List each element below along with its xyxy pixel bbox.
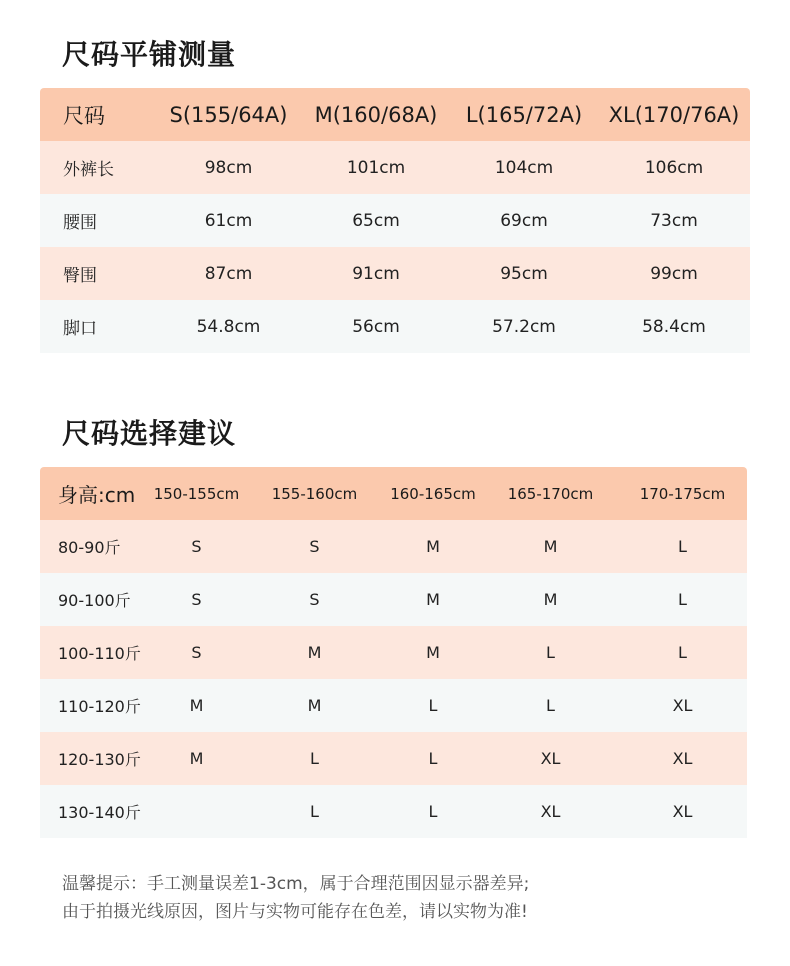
header-cell: 155-160cm	[271, 484, 358, 503]
table-cell: 65cm	[352, 210, 400, 231]
table-cell: M	[426, 643, 440, 662]
table-cell: XL	[672, 696, 693, 715]
header-cell: 尺码	[63, 103, 105, 128]
table-cell: 58.4cm	[642, 316, 706, 337]
measurement-table	[40, 88, 750, 353]
table-cell: 69cm	[500, 210, 548, 231]
header-cell: XL(170/76A)	[608, 102, 740, 127]
header-cell: 150-155cm	[153, 484, 240, 503]
size-advice-table	[40, 467, 747, 838]
table-cell: M	[543, 590, 558, 609]
header-cell: M(160/68A)	[314, 102, 438, 127]
row-label: 臀围	[63, 266, 97, 286]
row-label: 120-130斤	[58, 750, 141, 769]
table-row	[40, 300, 750, 353]
table-row	[40, 785, 747, 838]
advice-section-title: 尺码选择建议	[62, 417, 237, 450]
table-row	[40, 194, 750, 247]
table-row	[40, 626, 747, 679]
table-cell: L	[678, 537, 687, 556]
table-cell: L	[428, 802, 438, 821]
table-cell: 95cm	[500, 263, 548, 284]
header-cell: S(155/64A)	[169, 102, 288, 127]
header-cell: L(165/72A)	[465, 102, 583, 127]
header-cell: 160-165cm	[390, 484, 476, 503]
table-row	[40, 520, 747, 573]
table-header-row	[40, 88, 750, 141]
table-cell: 99cm	[650, 263, 698, 284]
measure-section-title: 尺码平铺测量	[62, 38, 237, 71]
table-cell: L	[310, 802, 319, 821]
table-cell: M	[189, 749, 204, 768]
table-cell: L	[428, 749, 438, 768]
table-cell: L	[546, 696, 555, 715]
table-cell: 101cm	[346, 157, 406, 178]
row-label: 130-140斤	[58, 803, 141, 822]
header-cell: 身高:cm	[58, 483, 136, 507]
table-row	[40, 732, 747, 785]
header-cell: 165-170cm	[507, 484, 594, 503]
table-cell: S	[191, 643, 202, 662]
table-cell: M	[426, 590, 440, 609]
row-label: 100-110斤	[58, 644, 141, 663]
table-cell: S	[309, 590, 320, 609]
table-cell: L	[428, 696, 438, 715]
row-label: 脚口	[63, 319, 97, 339]
header-cell: 170-175cm	[639, 484, 726, 503]
row-label: 110-120斤	[58, 697, 141, 716]
table-cell: L	[546, 643, 555, 662]
row-label: 90-100斤	[58, 591, 131, 610]
table-cell: S	[309, 537, 320, 556]
note-line-1: 温馨提示：手工测量误差1-3cm，属于合理范围因显示器差异;	[62, 874, 530, 894]
table-cell: 61cm	[204, 210, 253, 231]
table-cell: 98cm	[204, 157, 253, 178]
table-cell: 106cm	[644, 157, 704, 178]
table-cell: L	[310, 749, 319, 768]
table-cell: 56cm	[352, 316, 400, 337]
table-cell: M	[426, 537, 440, 556]
table-cell: 87cm	[204, 263, 253, 284]
table-cell: L	[678, 643, 687, 662]
table-row	[40, 573, 747, 626]
table-cell: XL	[540, 802, 561, 821]
table-row	[40, 247, 750, 300]
table-cell: 91cm	[352, 263, 400, 284]
table-cell: M	[307, 643, 322, 662]
table-cell: L	[678, 590, 687, 609]
table-cell: 73cm	[650, 210, 698, 231]
note-line-2: 由于拍摄光线原因，图片与实物可能存在色差，请以实物为准!	[62, 902, 528, 922]
table-cell: M	[189, 696, 204, 715]
table-cell: XL	[672, 802, 693, 821]
table-cell: XL	[540, 749, 561, 768]
table-cell: XL	[672, 749, 693, 768]
table-cell: S	[191, 537, 202, 556]
table-header-row	[40, 467, 747, 520]
row-label: 外裤长	[63, 160, 114, 180]
row-label: 80-90斤	[58, 538, 121, 557]
notes-block	[62, 870, 529, 926]
table-cell: M	[543, 537, 558, 556]
row-label: 腰围	[63, 213, 97, 233]
table-cell: M	[307, 696, 322, 715]
table-cell: S	[191, 590, 202, 609]
table-cell: 54.8cm	[196, 316, 261, 337]
table-cell: 57.2cm	[492, 316, 556, 337]
table-row	[40, 141, 750, 194]
table-cell: 104cm	[494, 157, 554, 178]
table-row	[40, 679, 747, 732]
